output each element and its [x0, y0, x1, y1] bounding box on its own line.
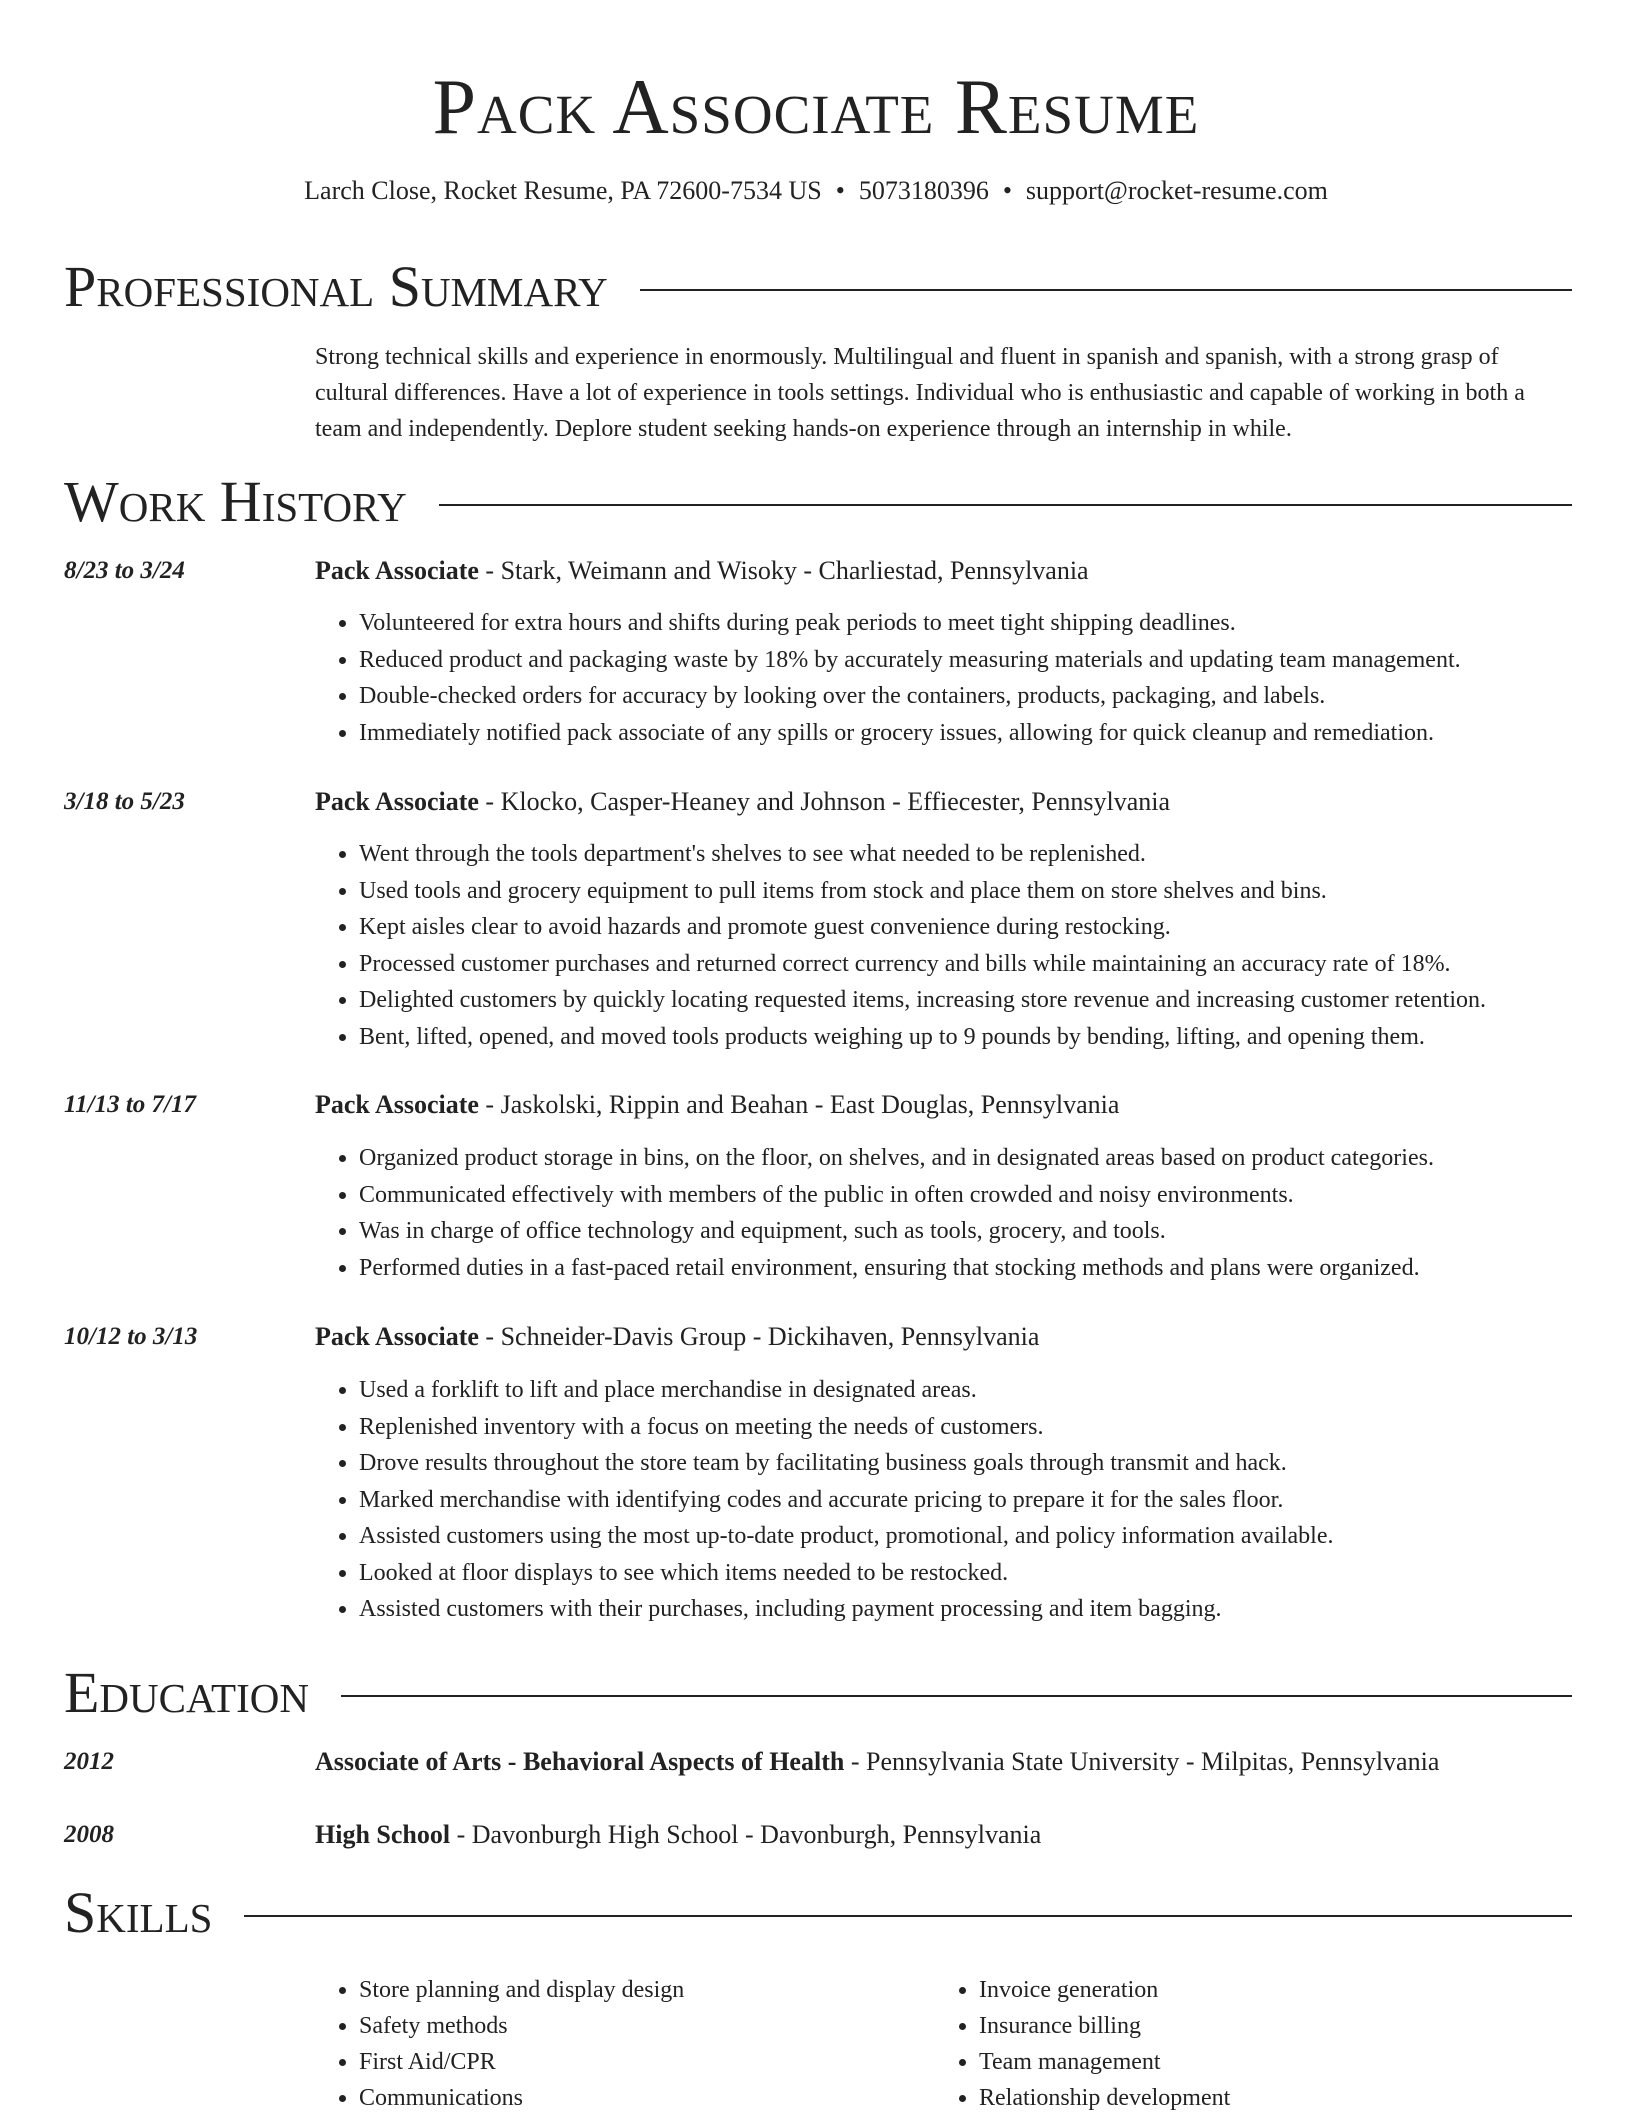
skills-list-left — [315, 1972, 919, 2116]
job-title: Pack Associate — [315, 556, 479, 585]
skill-item: • Store planning and display design — [359, 1972, 919, 2008]
section-title-skills: Skills — [64, 1880, 213, 1945]
job-heading — [315, 1320, 1573, 1354]
job-dates: 11/13 to 7/17 — [64, 1091, 196, 1118]
job-bullet: • Processed customer purchases and returned correct currency and bills while maintaining an accuracy rate of 18%. — [359, 946, 1617, 983]
section-header-work — [64, 469, 1572, 535]
education-year: 2012 — [64, 1748, 114, 1775]
section-title-work: Work History — [64, 469, 407, 534]
skill-item: • First Aid/CPR — [359, 2044, 919, 2080]
job-bullet: • Drove results throughout the store team by facilitating business goals through transmit and hack. — [359, 1445, 1617, 1482]
section-divider — [439, 504, 1572, 506]
job-title: Pack Associate — [315, 1090, 479, 1119]
job-bullet: • Went through the tools department's shelves to see what needed to be replenished. — [359, 836, 1617, 873]
education-entry — [315, 1745, 1573, 1779]
job-title: Pack Associate — [315, 787, 479, 816]
job-company: - Schneider-Davis Group - Dickihaven, Pennsylvania — [478, 1322, 1040, 1351]
contact-phone: 5073180396 — [858, 176, 989, 205]
job-bullet: • Bent, lifted, opened, and moved tools products weighing up to 9 pounds by bending, lifting, and opening them. — [359, 1019, 1617, 1056]
job-bullet: • Organized product storage in bins, on the floor, on shelves, and in designated areas based on product categories. — [359, 1140, 1617, 1177]
job-bullet: • Used a forklift to lift and place merchandise in designated areas. — [359, 1372, 1617, 1409]
job-heading — [315, 554, 1573, 588]
skill-item: • Safety methods — [359, 2008, 919, 2044]
section-header-skills — [64, 1880, 1572, 1946]
job-dates: 8/23 to 3/24 — [64, 557, 185, 584]
job-bullet: • Volunteered for extra hours and shifts during peak periods to meet tight shipping deadlines. — [359, 605, 1617, 642]
contact-line — [0, 174, 1632, 208]
section-divider — [341, 1695, 1572, 1697]
education-school: - Davonburgh High School - Davonburgh, Pennsylvania — [450, 1820, 1042, 1849]
job-bullet: • Marked merchandise with identifying codes and accurate pricing to prepare it for the sales floor. — [359, 1482, 1617, 1519]
job-company: - Jaskolski, Rippin and Beahan - East Douglas, Pennsylvania — [478, 1090, 1120, 1119]
skills-list-right — [935, 1972, 1539, 2116]
resume-title: Pack Associate Resume — [432, 63, 1200, 150]
job-bullet: • Performed duties in a fast-paced retail environment, ensuring that stocking methods and plans were organized. — [359, 1250, 1617, 1287]
job-bullet: • Used tools and grocery equipment to pull items from stock and place them on store shelves and bins. — [359, 873, 1617, 910]
job-bullet: • Communicated effectively with members of the public in often crowded and noisy environments. — [359, 1177, 1617, 1214]
job-bullets — [315, 1140, 1617, 1286]
skill-item: • Relationship development — [979, 2080, 1539, 2116]
section-title-education: Education — [64, 1660, 309, 1725]
job-bullet: • Kept aisles clear to avoid hazards and promote guest convenience during restocking. — [359, 909, 1617, 946]
job-company: - Klocko, Casper-Heaney and Johnson - Effiecester, Pennsylvania — [478, 787, 1171, 816]
section-header-summary — [64, 254, 1572, 320]
skill-item: • Insurance billing — [979, 2008, 1539, 2044]
job-bullet: • Immediately notified pack associate of any spills or grocery issues, allowing for quick cleanup and remediation. — [359, 715, 1617, 752]
contact-email: support@rocket-resume.com — [1025, 176, 1328, 205]
job-company: - Stark, Weimann and Wisoky - Charliestad, Pennsylvania — [478, 556, 1089, 585]
job-bullet: • Delighted customers by quickly locating requested items, increasing store revenue and increasing customer retention. — [359, 982, 1617, 1019]
job-title: Pack Associate — [315, 1322, 479, 1351]
skill-item: • Team management — [979, 2044, 1539, 2080]
job-heading — [315, 785, 1573, 819]
education-entry — [315, 1818, 1573, 1852]
section-divider — [244, 1915, 1572, 1917]
skill-item: • Invoice generation — [979, 1972, 1539, 2008]
education-degree: Associate of Arts - Behavioral Aspects of Health — [315, 1747, 845, 1776]
section-header-education — [64, 1660, 1572, 1726]
section-title-summary: Professional Summary — [64, 254, 608, 319]
job-dates: 10/12 to 3/13 — [64, 1323, 198, 1350]
education-year: 2008 — [64, 1821, 114, 1848]
job-bullet: • Replenished inventory with a focus on meeting the needs of customers. — [359, 1409, 1617, 1446]
education-degree: High School — [315, 1820, 451, 1849]
contact-separator: • — [835, 176, 845, 205]
contact-address: Larch Close, Rocket Resume, PA 72600-7534 US — [304, 176, 822, 205]
contact-separator: • — [1002, 176, 1012, 205]
job-bullet: • Reduced product and packaging waste by 18% by accurately measuring materials and updating team management. — [359, 642, 1617, 679]
job-dates: 3/18 to 5/23 — [64, 788, 185, 815]
job-bullet: • Looked at floor displays to see which items needed to be restocked. — [359, 1555, 1617, 1592]
job-bullet: • Assisted customers with their purchases, including payment processing and item bagging. — [359, 1591, 1617, 1628]
section-divider — [640, 289, 1572, 291]
education-school: - Pennsylvania State University - Milpitas, Pennsylvania — [844, 1747, 1440, 1776]
job-bullets — [315, 1372, 1617, 1628]
job-bullet: • Was in charge of office technology and equipment, such as tools, grocery, and tools. — [359, 1213, 1617, 1250]
skill-item: • Communications — [359, 2080, 919, 2116]
job-bullet: • Assisted customers using the most up-to-date product, promotional, and policy information available. — [359, 1518, 1617, 1555]
job-bullets — [315, 836, 1617, 1055]
summary-text: Strong technical skills and experience in enormously. Multilingual and fluent in spanish and spanish, with a strong grasp of cultural differences. Have a lot of experience in tools settings. Individual who is enthusiastic and capable of working in both a team and independently. Deplore student seeking hands-on experience through an internship in while. — [315, 344, 1525, 442]
job-heading — [315, 1088, 1573, 1122]
job-bullet: • Double-checked orders for accuracy by looking over the containers, products, packaging, and labels. — [359, 678, 1617, 715]
job-bullets — [315, 605, 1617, 751]
